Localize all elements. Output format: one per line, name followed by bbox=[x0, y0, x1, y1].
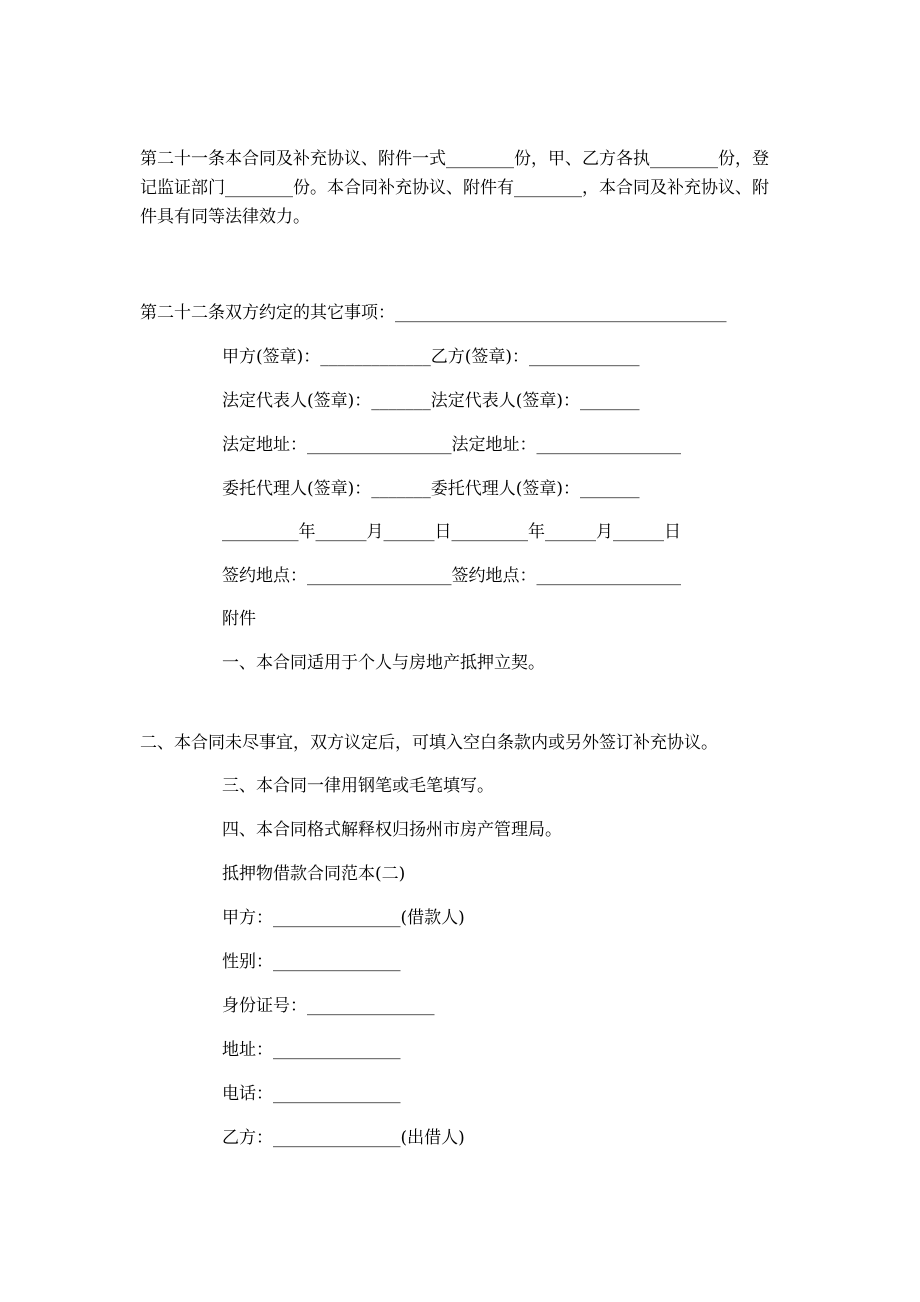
template2-id-number: 身份证号：_______________ bbox=[222, 996, 435, 1016]
template2-gender: 性别：_______________ bbox=[222, 952, 401, 972]
note-4: 四、本合同格式解释权归扬州市房产管理局。 bbox=[222, 820, 562, 840]
signature-agent: 委托代理人(签章)：_______委托代理人(签章)：_______ bbox=[222, 479, 640, 499]
article-22: 第二十二条双方约定的其它事项：_______________________________________ bbox=[140, 303, 727, 323]
template2-phone: 电话：_______________ bbox=[222, 1084, 401, 1104]
note-1: 一、本合同适用于个人与房地产抵押立契。 bbox=[222, 653, 545, 673]
note-2: 二、本合同未尽事宜，双方议定后，可填入空白条款内或另外签订补充协议。 bbox=[140, 733, 718, 753]
note-3: 三、本合同一律用钢笔或毛笔填写。 bbox=[222, 776, 494, 796]
template2-party-b: 乙方：_______________(出借人) bbox=[222, 1128, 465, 1148]
template2-title: 抵押物借款合同范本(二) bbox=[222, 864, 406, 884]
notes-title: 附件 bbox=[222, 609, 256, 629]
signature-legal-address: 法定地址：_________________法定地址：_________________ bbox=[222, 435, 681, 455]
signature-date: _________年______月______日_________年______月______日 bbox=[222, 522, 681, 542]
signature-party: 甲方(签章)：_____________乙方(签章)：_____________ bbox=[222, 347, 640, 367]
article-21: 第二十一条本合同及补充协议、附件一式________份，甲、乙方各执________份，登记监证部门________份。本合同补充协议、附件有________，本合同及补充协议、附件具有同等法律效力。 bbox=[140, 149, 769, 227]
signature-legal-rep: 法定代表人(签章)：_______法定代表人(签章)：_______ bbox=[222, 391, 640, 411]
signature-place: 签约地点：_________________签约地点：_________________ bbox=[222, 566, 681, 586]
template2-address: 地址：_______________ bbox=[222, 1040, 401, 1060]
template2-party-a: 甲方：_______________(借款人) bbox=[222, 908, 465, 928]
